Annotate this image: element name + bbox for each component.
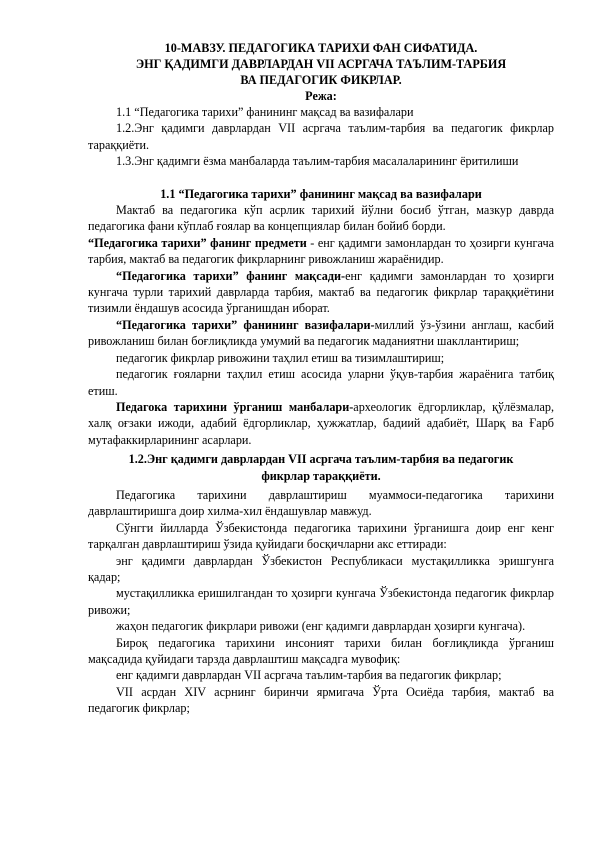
section-1-p1-text: Мактаб ва педагогика кўп асрлик тарихий йўлни босиб ўтган, мазкур даврда педагогика фани кўплаб ғоялар ва концепциялар билан бойиб борди. (88, 203, 554, 234)
section-1-heading: 1.1 “Педагогика тарихи” фанининг мақсад ва вазифалари (160, 186, 482, 201)
spacer (88, 170, 554, 186)
title-line-1: 10-МАВЗУ. ПЕДАГОГИКА ТАРИХИ ФАН СИФАТИДА. (164, 41, 478, 55)
section-1-p6-rest: археологик ёдгорликлар, қўлёзмалар, халқ оғзаки ижоди, адабий ёдгорликлар, ҳужжатлар, бадиий адабиёт, Шарқ ва Ғарб мутафаккирларининг асарлари. (88, 399, 555, 447)
section-1-p3-rest: миллий ўз-ўзини англаш, касбий ривожланиш билан боғлиқликда умумий ва педагогик маданиятни шакллантириш; (88, 317, 554, 349)
section-2-paragraph-8: VII асрдан XIV асрнинг биринчи ярмигача Ўрта Осиёда тарбия, мактаб ва педагогик фикрлар; (88, 684, 554, 716)
title-line-2: ЭНГ ҚАДИМГИ ДАВРЛАРДАН VII АСРГАЧА ТАЪЛИМ-ТАРБИЯ (135, 57, 507, 71)
section-2-paragraph-7: енг қадимги даврлардан VII асргача таълим-тарбия ва педагогик фикрлар; (116, 668, 502, 683)
section-1-paragraph-1 (88, 202, 554, 268)
document-title (88, 40, 554, 104)
section-2-heading-line-2: фикрлар тараққиёти. (261, 468, 381, 483)
plan-label: Режа: (305, 89, 337, 103)
section-2-paragraph-4: мустақилликка еришилгандан то ҳозирги кунгача Ўзбекистонда педагогик фикрлар ривожи; (88, 586, 554, 617)
section-2-paragraph-2: Сўнгги йилларда Ўзбекистонда педагогика тарихини ўрганишга доир енг кенг тарқалган даврлаштириш ўзида қуйидаги босқичларни акс еттиради: (88, 520, 554, 552)
section-2-paragraph-5: жаҳон педагогик фикрлари ривожи (енг қадимги даврлардан ҳозирги кунгача). (116, 619, 526, 634)
section-1-paragraph-2 (88, 268, 554, 317)
section-1-p2-bold: “Педагогика тарихи” фанинг мақсади- (116, 268, 346, 283)
section-1-p3-bold: “Педагогика тарихи” фанининг вазифалари- (116, 317, 375, 332)
section-1-paragraph-5: педагогик ғояларни таҳлил етиш асосида уларни ўқув-тарбия жараёнига татбиқ етиш. (88, 367, 554, 398)
plan-item-2: 1.2.Энг қадимги даврлардан VII асргача таълим-тарбия ва педагогик фикрлар тараққиёти. (88, 121, 554, 152)
section-1-p1-bold: “Педагогика тарихи” фанинг предмети (88, 235, 307, 250)
section-2-paragraph-6: Бироқ педагогика тарихини инсоният тарихи билан боғлиқликда ўрганиш мақсадида қуйидаги тарзда даврлаштиш мақсадга мувофиқ: (88, 635, 554, 666)
section-1-paragraph-3 (88, 317, 554, 350)
section-1-paragraph-4: педагогик фикрлар ривожини таҳлил етиш ва тизимлаштириш; (116, 350, 445, 365)
section-1-p6-bold: Педагока тарихини ўрганиш манбалари- (116, 399, 354, 414)
section-1-paragraph-6 (88, 399, 554, 448)
section-1-p1-rest: - енг қадимги замонлардан то ҳозирги кунгача тарбия, мактаб ва педагогик фикрларнинг ривожланиш жараёнидир. (88, 235, 554, 267)
title-line-3: ВА ПЕДАГОГИК ФИКРЛАР. (240, 73, 402, 87)
section-2-heading-line-1: 1.2.Энг қадимги даврлардан VII асргача таълим-тарбия ва педагогик (128, 452, 514, 467)
section-2-heading (88, 451, 554, 484)
section-2-paragraph-1: Педагогика тарихини даврлаштириш муаммоси-педагогика тарихини даврлаштиришга доир хилма-хил ёндашувлар мавжуд. (88, 487, 554, 519)
section-1-p2-rest: енг қадимги замонлардан то ҳозирги кунгача турли тарихий даврларда тарбия, мактаб ва педагогик фикрлар тараққиётини тизимли ёндашув асосида ўрганишдан иборат. (88, 268, 554, 316)
document-page (88, 40, 554, 717)
section-2-paragraph-3: энг қадимги даврлардан Ўзбекистон Республикаси мустақилликка эришгунга қадар; (88, 553, 554, 584)
plan-item-3: 1.3.Энг қадимги ёзма манбаларда таълим-тарбия масалаларининг ёритилиши (116, 154, 519, 169)
plan-item-1: 1.1 “Педагогика тарихи” фанининг мақсад ва вазифалари (116, 105, 414, 119)
